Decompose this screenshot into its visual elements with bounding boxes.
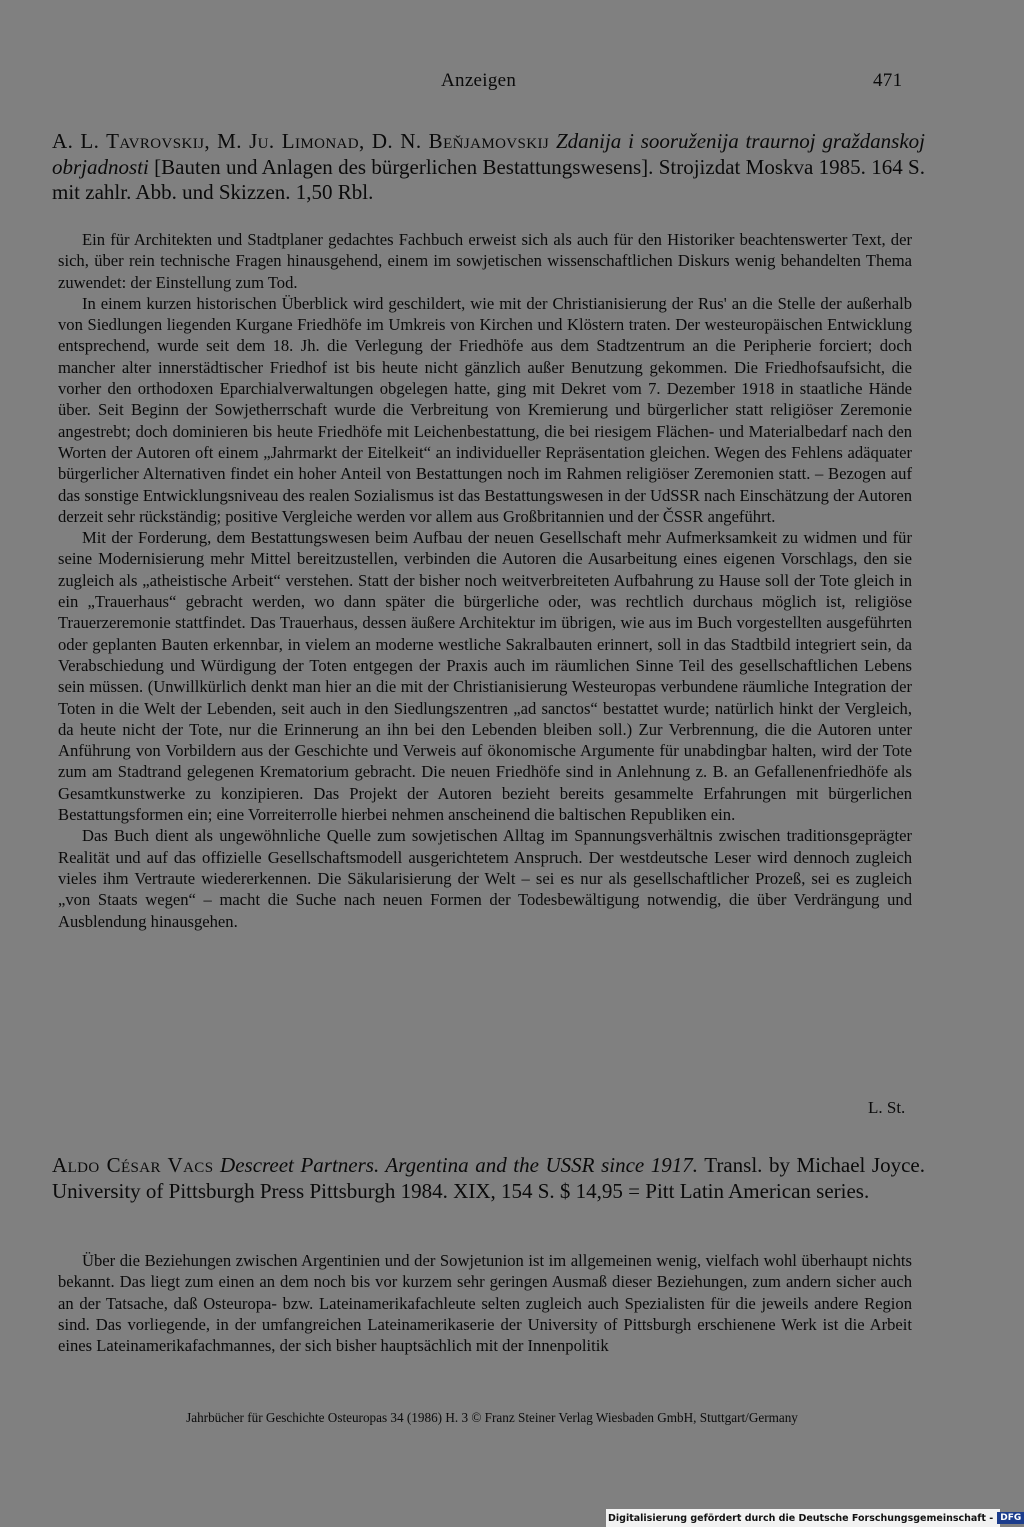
review2-author: Aldo César Vacs — [52, 1153, 214, 1177]
review2-publication-details: Transl. by Michael Joyce. University of Pittsburgh Press Pittsburgh 1984. XIX, 154 S. $ 14,95 = Pitt Latin American series. — [52, 1153, 925, 1203]
digitization-notice-text: Digitalisierung gefördert durch die Deutsche Forschungsgemeinschaft - — [608, 1512, 994, 1524]
review1-authors: A. L. Tavrovskij, M. Ju. Limonad, D. N. Beňjamovskij — [52, 129, 550, 153]
running-head-title: Anzeigen — [441, 70, 517, 91]
review1-paragraph: Mit der Forderung, dem Bestattungswesen beim Aufbau der neuen Gesellschaft mehr Aufmerksamkeit zu widmen und für seine Modernisierung mehr Mittel bereitzustellen, verbinden die Autoren die Ausarbeitung eines eigenen Vorschlags, den sie zugleich als „atheistische Arbeit“ verstehen. Statt der bisher noch weitverbreiteten Aufbahrung zu Hause soll der Tote gleich in ein „Trauerhaus“ gebracht werden, wo dann später die bürgerliche oder, was rechtlich durchaus möglich ist, religiöse Trauerzeremonie stattfindet. Das Trauerhaus, dessen äußere Architektur im übrigen, wie aus im Buch vorgestellten ausgeführten oder geplanten Bauten erkennbar, in vielem an moderne westliche Sakralbauten erinnert, soll in das Stadtbild integriert sein, da Verabschiedung und Würdigung der Toten entgegen der Praxis auch im räumlichen Sinne Teil des gesellschaftlichen Lebens sein müssen. (Unwillkürlich denkt man hier an die mit der Christianisierung Westeuropas verbundene räumliche Integration der Toten in die Welt der Lebenden, seit auch in den Siedlungszentren „ad sanctos“ bestattet wurde; natürlich hinkt der Vergleich, da heute nicht der Tote, nur die Erinnerung an ihn bei den Lebenden bleiben soll.) Zur Verbrennung, die die Autoren unter Anführung von Vorbildern aus der Geschichte und Verweis auf ökonomische Argumente für unabdingbar halten, wird der Tote zum am Stadtrand gelegenen Krematorium gebracht. Die neuen Friedhöfe sind in Anlehnung z. B. an Gefallenenfriedhöfe als Gesamtkunstwerke zu konzipieren. Das Projekt der Autoren bezieht bereits gesammelte Erfahrungen mit bürgerlichen Bestattungsformen ein; eine Vorreiterrolle hierbei nehmen anscheinend die baltischen Republiken ein. — [58, 528, 912, 825]
review1-paragraph: Ein für Architekten und Stadtplaner gedachtes Fachbuch erweist sich als auch für den Historiker beachtenswerter Text, der sich, über rein technische Fragen hinausgehend, einem im sowjetischen wissenschaftlichen Diskurs wenig behandelten Thema zuwendet: der Einstellung zum Tod. — [58, 230, 912, 292]
page-number: 471 — [873, 70, 903, 91]
dfg-logo: DFG — [997, 1512, 1024, 1524]
review2-book-title: Descreet Partners. Argentina and the USSR since 1917. — [220, 1153, 699, 1177]
review1-citation — [52, 129, 925, 206]
review2-paragraph: Über die Beziehungen zwischen Argentinien und der Sowjetunion ist im allgemeinen wenig, vielfach wohl überhaupt nichts bekannt. Das liegt zum einen an dem noch bis vor kurzem sehr geringen Ausmaß dieser Beziehungen, zum andern sicher auch an der Tatsache, daß Osteuropa- bzw. Lateinamerikafachleute selten zugleich auch Spezialisten für die jeweils andere Region sind. Das vorliegende, in der umfangreichen Lateinamerikaserie der University of Pittsburgh erschienene Werk ist die Arbeit eines Lateinamerikafachmannes, der sich bisher hauptsächlich mit der Innenpolitik — [58, 1251, 912, 1356]
page-footer — [0, 1410, 1000, 1426]
review1-signature: L. St. — [868, 1098, 906, 1117]
review2-citation — [52, 1153, 925, 1204]
footer-copyright: Jahrbücher für Geschichte Osteuropas 34 (1986) H. 3 © Franz Steiner Verlag Wiesbaden GmbH, Stuttgart/Germany — [186, 1410, 798, 1425]
review1-paragraph: In einem kurzen historischen Überblick wird geschildert, wie mit der Christianisierung der Rus' an die Stelle der außerhalb von Siedlungen liegenden Kurgane Friedhöfe im Umkreis von Kirchen und Klöstern traten. Der westeuropäischen Entwicklung entsprechend, wurde seit dem 18. Jh. die Verlegung der Friedhöfe aus dem Stadtzentrum an die Peripherie forciert; doch mancher alter innerstädtischer Friedhof ist bis heute nicht gänzlich außer Benutzung gekommen. Die Friedhofsaufsicht, die vorher den orthodoxen Eparchialverwaltungen obgelegen hatte, ging mit Dekret vom 7. Dezember 1918 in staatliche Hände über. Seit Beginn der Sowjetherrschaft wurde die Verbreitung von Kremierung und bürgerlicher statt religiöser Zeremonie angestrebt; doch dominieren bis heute Friedhöfe mit Leichenbestattung, die bei riesigem Flächen- und Materialbedarf nach den Worten der Autoren oft einem „Jahrmarkt der Eitelkeit“ an individueller Repräsentation gleichen. Wegen des Fehlens adäquater bürgerlicher Alternativen findet ein hoher Anteil von Bestattungen noch im Rahmen religiöser Zeremonien statt. – Bezogen auf das sonstige Entwicklungsniveau des realen Sozialismus ist das Bestattungswesen in der UdSSR nach Einschätzung der Autoren derzeit sehr rückständig; positive Vergleiche werden vor allem aus Großbritannien und der ČSSR angeführt. — [58, 293, 912, 526]
digitization-notice-bar — [606, 1509, 1022, 1527]
review1-body — [58, 229, 912, 932]
review1-paragraph: Das Buch dient als ungewöhnliche Quelle zum sowjetischen Alltag im Spannungsverhältnis zwischen traditionsgeprägter Realität und auf das offizielle Gesellschaftsmodell ausgerichtetem Anspruch. Der westdeutsche Leser wird dennoch zugleich vieles ihm Vertraute wiedererkennen. Die Säkularisierung der Welt – sei es nur als gesellschaftlicher Prozeß, sei es zugleich „von Staats wegen“ – macht die Suche nach neuen Formen der Todesbewältigung notwendig, die über Verdrängung und Ausblendung hinausgehen. — [58, 826, 912, 931]
review2-body — [58, 1250, 912, 1356]
review1-publication-details: [Bauten und Anlagen des bürgerlichen Bestattungswesens]. Strojizdat Moskva 1985. 164 S. mit zahlr. Abb. und Skizzen. 1,50 Rbl. — [52, 154, 925, 204]
review1-book-title: Zdanija i sooruženija traurnoj graždanskoj obrjadnosti — [52, 129, 925, 179]
